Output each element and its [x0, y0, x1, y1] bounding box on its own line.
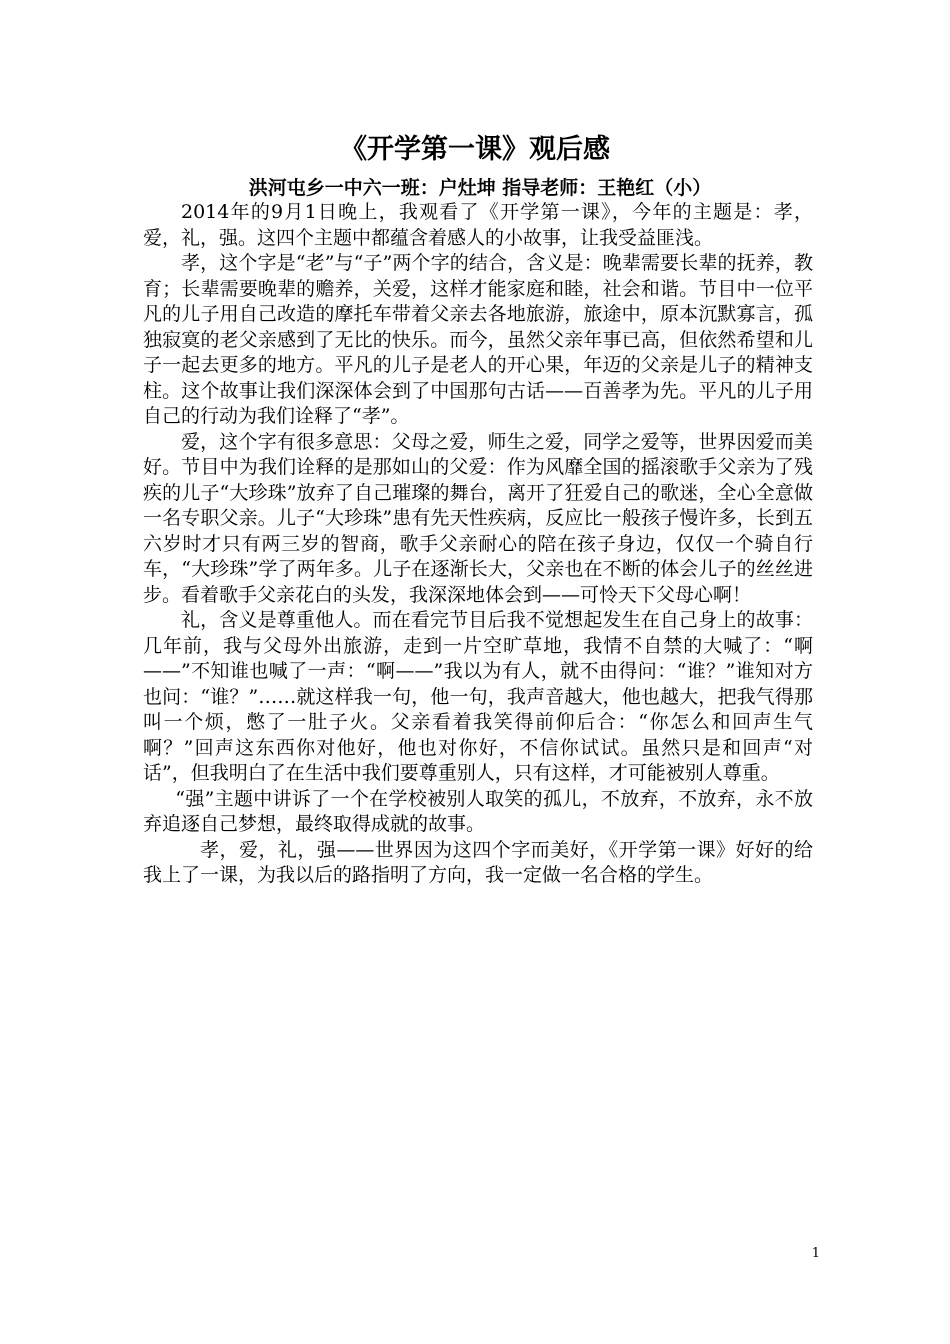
- document-title: 《开学第一课》观后感: [340, 134, 610, 165]
- author-byline: 洪河屯乡一中六一班：户灶坤 指导老师：王艳红（小）: [248, 177, 712, 199]
- paragraph-intro: 2014年的9月1日晚上，我观看了《开学第一课》，今年的主题是：孝，爱，礼，强。这四个主题中都蕴含着感人的小故事，让我受益匪浅。: [143, 201, 813, 249]
- page-number: 1: [811, 1246, 820, 1261]
- paragraph-courtesy: 礼，含义是尊重他人。而在看完节目后我不觉想起发生在自己身上的故事：几年前，我与父母外出旅游，走到一片空旷草地，我情不自禁的大喊了：“啊——”不知谁也喊了一声：“啊——”我以为有人，就不由得问：“谁？”谁知对方也问：“谁？”……就这样我一句，他一句，我声音越大，他也越大，把我气得那叫一个烦，憋了一肚子火。父亲看着我笑得前仰后合：“你怎么和回声生气啊？”回声这东西你对他好，他也对你好，不信你试试。虽然只是和回声“对话”，但我明白了在生活中我们要尊重别人，只有这样，才可能被别人尊重。: [143, 609, 813, 784]
- paragraph-love: 爱，这个字有很多意思：父母之爱，师生之爱，同学之爱等，世界因爱而美好。节目中为我们诠释的是那如山的父爱：作为风靡全国的摇滚歌手父亲为了残疾的儿子“大珍珠”放弃了自己璀璨的舞台，离开了狂爱自己的歌迷，全心全意做一名专职父亲。儿子“大珍珠”患有先天性疾病，反应比一般孩子慢许多，长到五六岁时才只有两三岁的智商，歌手父亲耐心的陪在孩子身边，仅仅一个骑自行车，“大珍珠”学了两年多。儿子在逐渐长大，父亲也在不断的体会儿子的丝丝进步。看着歌手父亲花白的头发，我深深地体会到——可怜天下父母心啊！: [143, 430, 813, 606]
- document-body: [143, 200, 813, 889]
- paragraph-filial-piety: 孝，这个字是“老”与“子”两个字的结合，含义是：晚辈需要长辈的抚养，教育；长辈需要晚辈的赡养，关爱，这样才能家庭和睦，社会和谐。节目中一位平凡的儿子用自己改造的摩托车带着父亲去各地旅游，旅途中，原本沉默寡言，孤独寂寞的老父亲感到了无比的快乐。而今，虽然父亲年事已高，但依然希望和儿子一起去更多的地方。平凡的儿子是老人的开心果，年迈的父亲是儿子的精神支柱。这个故事让我们深深体会到了中国那句古话——百善孝为先。平凡的儿子用自己的行动为我们诠释了“孝”。: [143, 252, 813, 427]
- paragraph-conclusion: 孝，爱，礼，强——世界因为这四个字而美好，《开学第一课》好好的给我上了一课，为我以后的路指明了方向，我一定做一名合格的学生。: [143, 838, 813, 886]
- paragraph-strength: “强”主题中讲诉了一个在学校被别人取笑的孤儿，不放弃，不放弃，永不放弃追逐自己梦想，最终取得成就的故事。: [143, 787, 813, 835]
